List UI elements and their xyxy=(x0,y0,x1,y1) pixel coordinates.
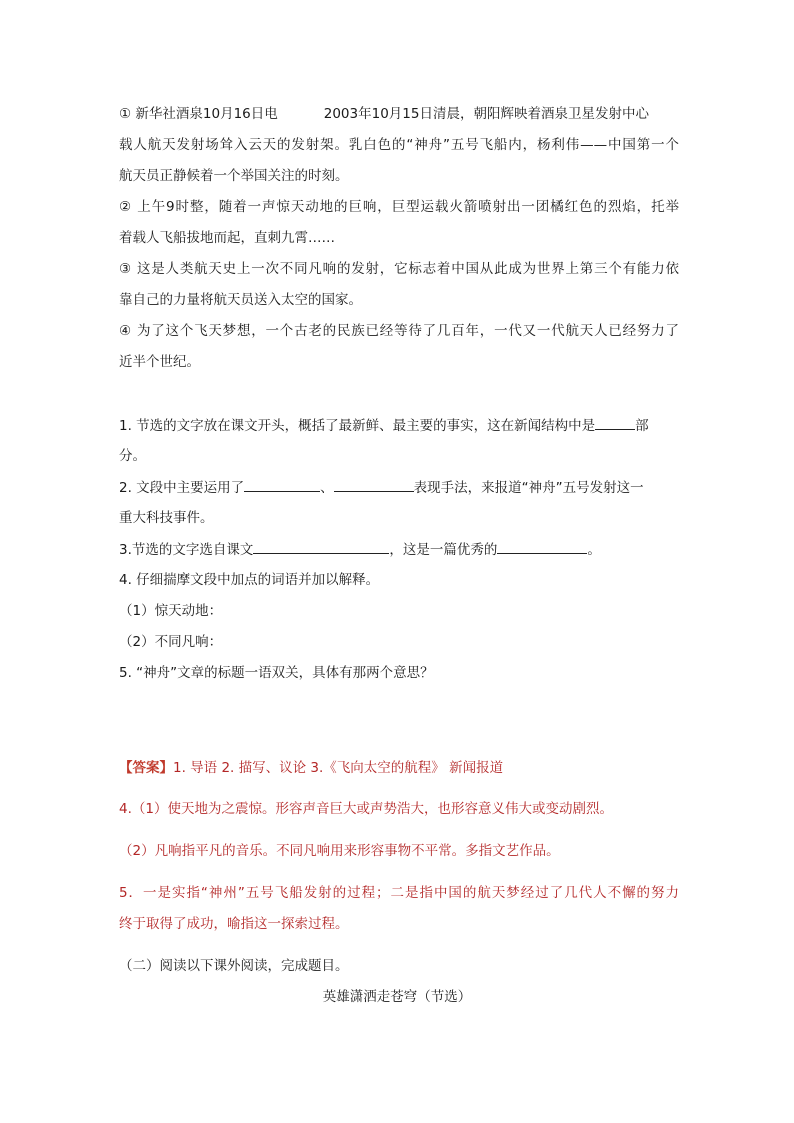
answer-blank[interactable] xyxy=(334,477,414,492)
section-2-title: 英雄潇洒走苍穹（节选） xyxy=(322,989,472,1005)
passage-p1-line3: 航天员正静候着一个举国关注的时刻。 xyxy=(119,168,349,184)
answer-label: 【答案】 xyxy=(119,760,173,776)
question-4: 4. 仔细揣摩文段中加点的词语并加以解释。 xyxy=(119,572,380,588)
answer-blank[interactable] xyxy=(497,539,587,554)
answer-5-line1: 5．一是实指“神州”五号飞船发射的过程；二是指中国的航天梦经过了几代人不懈的努力 xyxy=(119,885,679,901)
answer-5-line2: 终于取得了成功，喻指这一探索过程。 xyxy=(119,916,349,932)
passage-p4-line2: 近半个世纪。 xyxy=(119,354,200,370)
answer-4-1: 4.（1）使天地为之震惊。形容声音巨大或声势浩大，也形容意义伟大或变动剧烈。 xyxy=(119,801,613,817)
passage-p3-line1: ③ 这是人类航天史上一次不同凡响的发射，它标志着中国从此成为世界上第三个有能力依 xyxy=(119,261,679,277)
passage-p4-line1: ④ 为了这个飞天梦想，一个古老的民族已经等待了几百年，一代又一代航天人已经努力了 xyxy=(119,323,679,339)
answer-blank[interactable] xyxy=(244,477,320,492)
question-1-line1 xyxy=(119,415,679,435)
passage-p1-line2: 载人航天发射场耸入云天的发射架。乳白色的“神舟”五号飞船内，杨利伟——中国第一个 xyxy=(119,137,679,153)
question-text: 2. 文段中主要运用了 xyxy=(119,480,245,496)
passage-p1-line1 xyxy=(119,104,679,124)
question-text: 部 xyxy=(635,418,649,434)
question-text: ，这是一篇优秀的 xyxy=(389,542,498,558)
passage-p3-line2: 靠自己的力量将航天员送入太空的国家。 xyxy=(119,292,362,308)
question-2-line2: 重大科技事件。 xyxy=(119,510,214,526)
question-4-1: （1）惊天动地： xyxy=(119,603,223,619)
answer-text: 1. 导语 2. 描写、议论 3.《飞向太空的航程》 新闻报道 xyxy=(173,760,504,776)
section-2-intro: （二）阅读以下课外阅读，完成题目。 xyxy=(119,958,349,974)
question-text: 3.节选的文字选自课文 xyxy=(119,542,254,558)
question-text: 表现手法，来报道“神舟”五号发射这一 xyxy=(413,480,644,496)
question-1-line2: 分。 xyxy=(119,448,146,464)
answer-blank[interactable] xyxy=(253,539,389,554)
answer-4-2: （2）凡响指平凡的音乐。不同凡响用来形容事物不平常。多指文艺作品。 xyxy=(119,843,560,859)
question-3 xyxy=(119,539,679,559)
question-4-2: （2）不同凡响： xyxy=(119,634,223,650)
answer-line-1 xyxy=(119,758,679,778)
question-text: 1. 节选的文字放在课文开头，概括了最新鲜、最主要的事实，这在新闻结构中是 xyxy=(119,418,596,434)
question-text: 。 xyxy=(587,542,601,558)
passage-p2-line2: 着载人飞船拔地而起，直刺九霄…… xyxy=(119,230,335,246)
question-text: 、 xyxy=(320,480,334,496)
dateline: ① 新华社酒泉10月16日电 xyxy=(119,106,278,122)
question-2-line1 xyxy=(119,477,679,497)
passage-text: 2003年10月15日清晨，朝阳辉映着酒泉卫星发射中心 xyxy=(323,106,649,122)
answer-blank[interactable] xyxy=(595,415,635,430)
passage-p2-line1: ② 上午9时整，随着一声惊天动地的巨响，巨型运载火箭喷射出一团橘红色的烈焰，托举 xyxy=(119,199,679,215)
question-5: 5. “神舟”文章的标题一语双关，具体有那两个意思？ xyxy=(119,665,434,681)
